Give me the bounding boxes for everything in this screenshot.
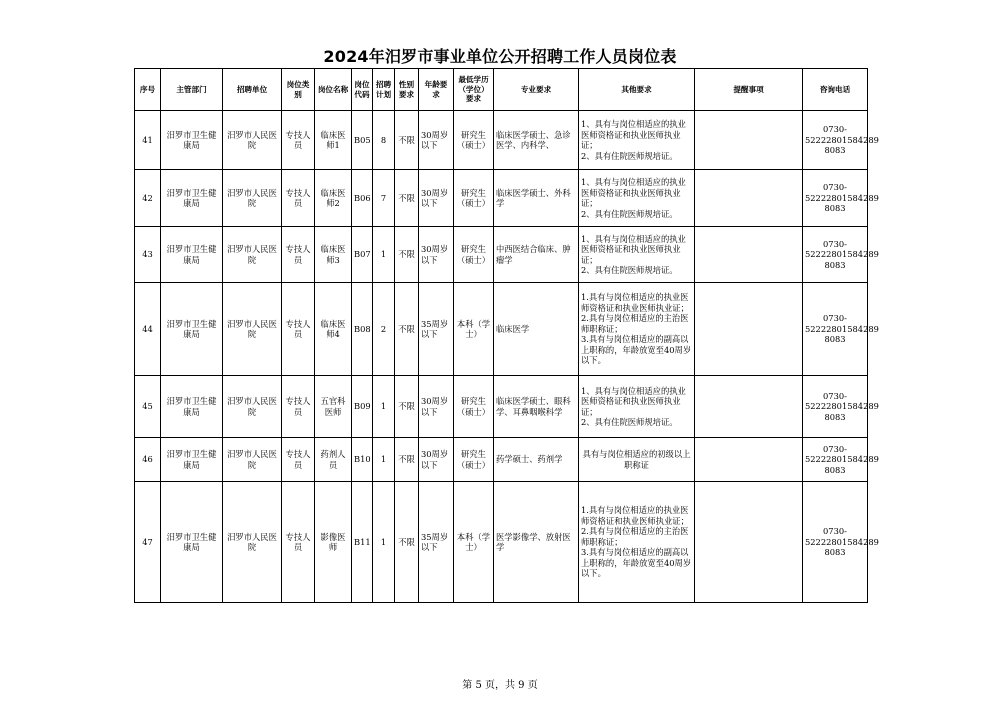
cell-major: 临床医学 [494,283,579,376]
positions-table [134,68,879,603]
cell-age: 30周岁以下 [419,227,454,283]
header-age: 年龄要求 [419,69,454,111]
cell-category: 专技人员 [282,438,315,482]
cell-post: 临床医师4 [315,283,352,376]
header-other: 其他要求 [579,69,695,111]
cell-edu: 本科（学士） [454,283,494,376]
header-dept: 主管部门 [161,69,223,111]
cell-code: B09 [352,376,373,438]
cell-code: B05 [352,111,373,170]
cell-dept: 汨罗市卫生健康局 [161,170,223,227]
cell-category: 专技人员 [282,376,315,438]
cell-quota: 2 [373,283,395,376]
cell-seq: 46 [135,438,161,482]
cell-other: 1、具有与岗位相适应的执业医师资格证和执业医师执业证； 2、具有住院医师规培证。 [579,376,695,438]
cell-phone: 0730- 52222801584289 8083 [803,283,868,376]
table-row [135,376,868,438]
cell-age: 30周岁以下 [419,376,454,438]
cell-edu: 本科（学士） [454,482,494,603]
cell-other: 1.具有与岗位相适应的执业医师资格证和执业医师执业证； 2.具有与岗位相适应的主治医师职称证； 3.具有与岗位相适应的副高以上职称的，年龄放宽至40周岁以下。 [579,283,695,376]
cell-unit: 汨罗市人民医院 [223,283,282,376]
cell-phone: 0730- 52222801584289 8083 [803,376,868,438]
cell-phone: 0730- 52222801584289 8083 [803,438,868,482]
cell-major: 临床医学硕士、眼科学、耳鼻咽喉科学 [494,376,579,438]
cell-phone: 0730- 52222801584289 8083 [803,227,868,283]
cell-age: 35周岁以下 [419,283,454,376]
cell-quota: 1 [373,376,395,438]
header-code: 岗位代码 [352,69,373,111]
header-edu: 最低学历（学位）要求 [454,69,494,111]
cell-gender: 不限 [395,283,419,376]
cell-other: 1.具有与岗位相适应的执业医师资格证和执业医师执业证； 2.具有与岗位相适应的主治医师职称证； 3.具有与岗位相适应的副高以上职称的，年龄放宽至40周岁以下。 [579,482,695,603]
cell-unit: 汨罗市人民医院 [223,482,282,603]
cell-category: 专技人员 [282,283,315,376]
cell-quota: 1 [373,482,395,603]
table-row [135,283,868,376]
cell-other: 具有与岗位相适应的初级以上职称证 [579,438,695,482]
cell-gender: 不限 [395,482,419,603]
cell-note [695,227,803,283]
page-title: 2024年汨罗市事业单位公开招聘工作人员岗位表 [323,47,677,66]
cell-quota: 8 [373,111,395,170]
cell-seq: 41 [135,111,161,170]
cell-gender: 不限 [395,376,419,438]
cell-unit: 汨罗市人民医院 [223,227,282,283]
header-major: 专业要求 [494,69,579,111]
cell-note [695,283,803,376]
cell-category: 专技人员 [282,227,315,283]
cell-post: 影像医师 [315,482,352,603]
cell-phone: 0730- 52222801584289 8083 [803,482,868,603]
cell-age: 35周岁以下 [419,482,454,603]
cell-seq: 43 [135,227,161,283]
header-category: 岗位类别 [282,69,315,111]
cell-dept: 汨罗市卫生健康局 [161,227,223,283]
table-row [135,482,868,603]
cell-code: B11 [352,482,373,603]
cell-unit: 汨罗市人民医院 [223,376,282,438]
table-row [135,438,868,482]
cell-code: B08 [352,283,373,376]
cell-post: 临床医师2 [315,170,352,227]
cell-major: 医学影像学、放射医学 [494,482,579,603]
header-quota: 招聘计划 [373,69,395,111]
cell-gender: 不限 [395,227,419,283]
cell-dept: 汨罗市卫生健康局 [161,376,223,438]
table-row [135,111,868,170]
cell-note [695,170,803,227]
cell-note [695,482,803,603]
header-note: 提醒事项 [695,69,803,111]
cell-major: 中西医结合临床、肿瘤学 [494,227,579,283]
cell-dept: 汨罗市卫生健康局 [161,111,223,170]
cell-dept: 汨罗市卫生健康局 [161,438,223,482]
cell-age: 30周岁以下 [419,111,454,170]
cell-other: 1、具有与岗位相适应的执业医师资格证和执业医师执业证； 2、具有住院医师规培证。 [579,170,695,227]
cell-seq: 45 [135,376,161,438]
cell-seq: 47 [135,482,161,603]
cell-major: 临床医学硕士、急诊医学、内科学、 [494,111,579,170]
cell-category: 专技人员 [282,111,315,170]
cell-post: 五官科医师 [315,376,352,438]
cell-unit: 汨罗市人民医院 [223,170,282,227]
header-post: 岗位名称 [315,69,352,111]
cell-quota: 1 [373,438,395,482]
cell-category: 专技人员 [282,482,315,603]
header-seq: 序号 [135,69,161,111]
cell-major: 临床医学硕士、外科学 [494,170,579,227]
cell-other: 1、具有与岗位相适应的执业医师资格证和执业医师执业证； 2、具有住院医师规培证。 [579,111,695,170]
cell-edu: 研究生（硕士） [454,111,494,170]
header-row [135,69,868,111]
cell-post: 临床医师3 [315,227,352,283]
cell-age: 30周岁以下 [419,438,454,482]
header-unit: 招聘单位 [223,69,282,111]
cell-phone: 0730- 52222801584289 8083 [803,170,868,227]
cell-category: 专技人员 [282,170,315,227]
cell-unit: 汨罗市人民医院 [223,438,282,482]
cell-gender: 不限 [395,438,419,482]
cell-post: 临床医师1 [315,111,352,170]
cell-quota: 1 [373,227,395,283]
cell-note [695,438,803,482]
cell-quota: 7 [373,170,395,227]
table-row [135,227,868,283]
cell-other: 1、具有与岗位相适应的执业医师资格证和执业医师执业证； 2、具有住院医师规培证。 [579,227,695,283]
cell-code: B10 [352,438,373,482]
cell-unit: 汨罗市人民医院 [223,111,282,170]
cell-edu: 研究生（硕士） [454,227,494,283]
page-footer: 第 5 页，共 9 页 [462,680,538,691]
cell-note [695,376,803,438]
table-row [135,170,868,227]
cell-dept: 汨罗市卫生健康局 [161,283,223,376]
cell-phone: 0730- 52222801584289 8083 [803,111,868,170]
cell-note [695,111,803,170]
cell-edu: 研究生（硕士） [454,170,494,227]
cell-dept: 汨罗市卫生健康局 [161,482,223,603]
cell-seq: 42 [135,170,161,227]
cell-seq: 44 [135,283,161,376]
cell-gender: 不限 [395,111,419,170]
cell-edu: 研究生（硕士） [454,438,494,482]
header-gender: 性别要求 [395,69,419,111]
cell-post: 药剂人员 [315,438,352,482]
cell-age: 30周岁以下 [419,170,454,227]
cell-code: B06 [352,170,373,227]
cell-code: B07 [352,227,373,283]
cell-major: 药学硕士、药剂学 [494,438,579,482]
cell-edu: 研究生（硕士） [454,376,494,438]
header-phone: 咨询电话 [803,69,868,111]
cell-gender: 不限 [395,170,419,227]
